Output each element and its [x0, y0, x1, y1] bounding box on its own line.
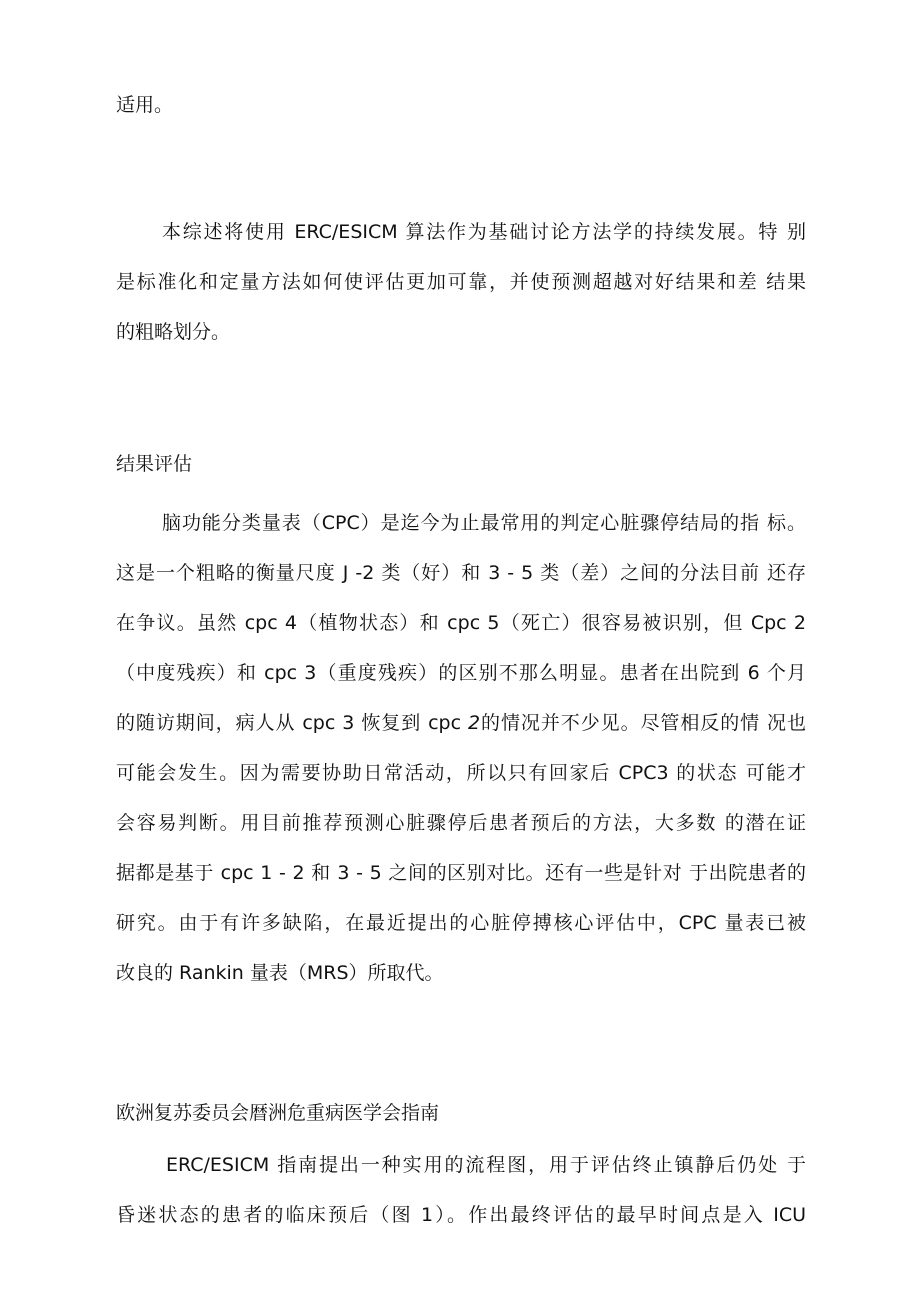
paragraph-line: 改良的 Rankin 量表（MRS）所取代。	[116, 962, 444, 984]
paragraph-line: 适用。	[116, 94, 174, 116]
paragraph-guidelines	[116, 1140, 806, 1240]
paragraph-line: 脑功能分类量表（CPC）是迄今为止最常用的判定心脏骤停结局的指 标。	[162, 512, 806, 534]
paragraph-outcome	[116, 498, 806, 998]
paragraph-line: 的粗略划分。	[116, 321, 231, 343]
paragraph-line: 会容易判断。用目前推荐预测心脏骤停后患者预后的方法，大多数 的潜在证	[116, 812, 806, 834]
paragraph-line: 研究。由于有许多缺陷，在最近提出的心脏停搏核心评估中，CPC 量表已被	[116, 912, 806, 934]
paragraph-previous	[116, 80, 806, 130]
paragraph-line: 在争议。虽然 cpc 4（植物状态）和 cpc 5（死亡）很容易被识别，但 Cpc 2	[116, 612, 806, 634]
paragraph-line: 据都是基于 cpc 1 - 2 和 3 - 5 之间的区别对比。还有一些是针对 于出院患者的	[116, 862, 806, 884]
paragraph-line: 可能会发生。因为需要协助日常活动，所以只有回家后 CPC3 的状态 可能才	[116, 762, 806, 784]
paragraph-line: （中度残疾）和 cpc 3（重度残疾）的区别不那么明显。患者在出院到 6 个月	[116, 662, 806, 684]
paragraph-intro	[116, 207, 806, 357]
section-heading-guidelines: 欧洲复苏委员会暦洲危重病医学会指南	[116, 1102, 440, 1124]
section-heading-outcome: 结果评估	[116, 453, 193, 475]
paragraph-line: 这是一个粗略的衡量尺度 J -2 类（好）和 3 - 5 类（差）之间的分法目前 还存	[116, 562, 806, 584]
paragraph-line: 本综述将使用 ERC/ESICM 算法作为基础讨论方法学的持续发展。特 别	[162, 221, 806, 243]
paragraph-line-mixed	[116, 698, 806, 748]
italic-number: 2	[468, 712, 481, 734]
paragraph-line: 昏迷状态的患者的临床预后（图 1）。作出最终评估的最早时间点是入 ICU	[116, 1204, 806, 1226]
text-run: 的情况并不少见。尽管相反的情 况也	[480, 712, 806, 734]
text-run: 的随访期间，病人从 cpc 3 恢复到 cpc	[116, 712, 469, 734]
paragraph-line: 是标准化和定量方法如何使评估更加可靠，并使预测超越对好结果和差 结果	[116, 271, 806, 293]
paragraph-line: ERC/ESICM 指南提出一种实用的流程图，用于评估终止镇静后仍处 于	[166, 1154, 806, 1176]
